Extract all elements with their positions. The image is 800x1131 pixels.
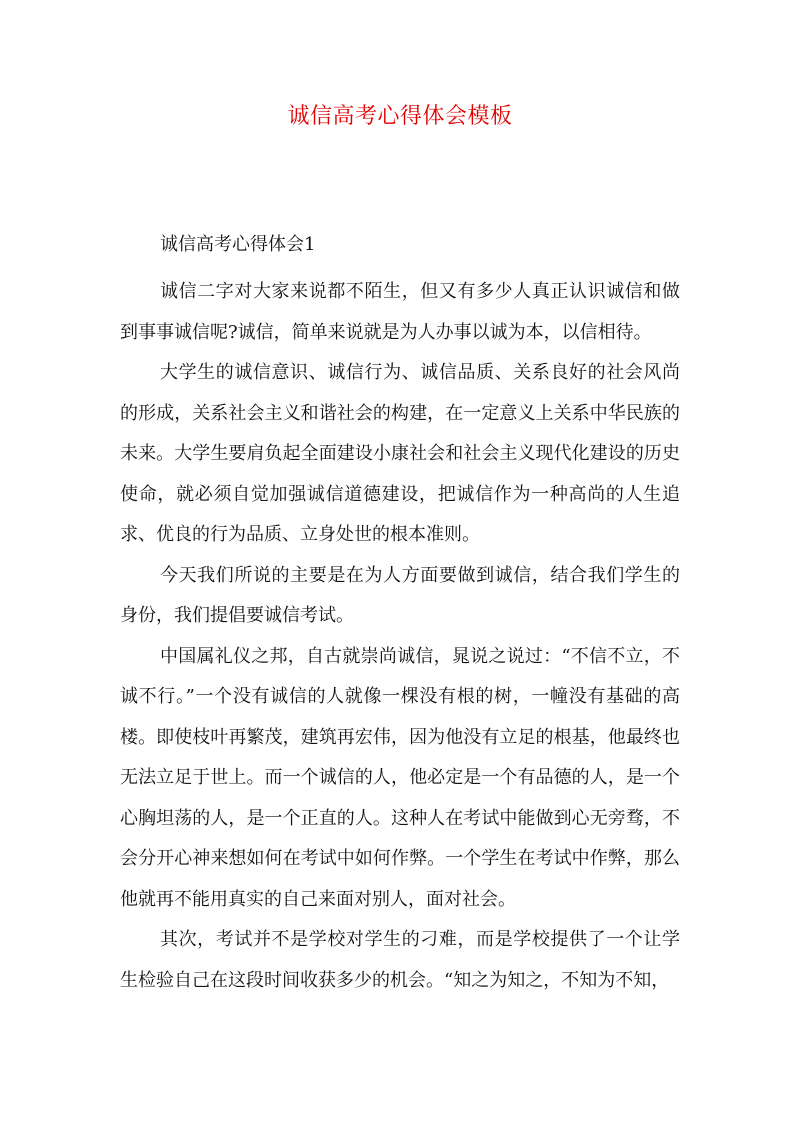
- paragraph: 中国属礼仪之邦，自古就崇尚诚信，晁说之说过：“不信不立，不诚不行。”一个没有诚信的人就像一棵没有根的树，一幢没有基础的高楼。即使枝叶再繁茂，建筑再宏伟，因为他没有立足的根基，他最终也无法立足于世上。而一个诚信的人，他必定是一个有品德的人，是一个心胸坦荡的人，是一个正直的人。这种人在考试中能做到心无旁骛，不会分开心神来想如何在考试中如何作弊。一个学生在考试中作弊，那么他就再不能用真实的自己来面对别人，面对社会。: [120, 645, 680, 910]
- document-body: [120, 230, 680, 1001]
- paragraph: 诚信二字对大家来说都不陌生，但又有多少人真正认识诚信和做到事事诚信呢?诚信，简单来说就是为人办事以诚为本，以信相待。: [120, 281, 680, 343]
- document-title: 诚信高考心得体会模板: [287, 104, 513, 129]
- paragraph: 今天我们所说的主要是在为人方面要做到诚信，结合我们学生的身份，我们提倡要诚信考试。: [120, 564, 680, 626]
- section-heading: 诚信高考心得体会1: [160, 234, 316, 255]
- paragraph: 大学生的诚信意识、诚信行为、诚信品质、关系良好的社会风尚的形成，关系社会主义和谐社会的构建，在一定意义上关系中华民族的未来。大学生要肩负起全面建设小康社会和社会主义现代化建设的历史使命，就必须自觉加强诚信道德建设，把诚信作为一种高尚的人生追求、优良的行为品质、立身处世的根本准则。: [120, 362, 680, 545]
- paragraph: 其次，考试并不是学校对学生的刁难，而是学校提供了一个让学生检验自己在这段时间收获多少的机会。“知之为知之，不知为不知，: [120, 929, 680, 991]
